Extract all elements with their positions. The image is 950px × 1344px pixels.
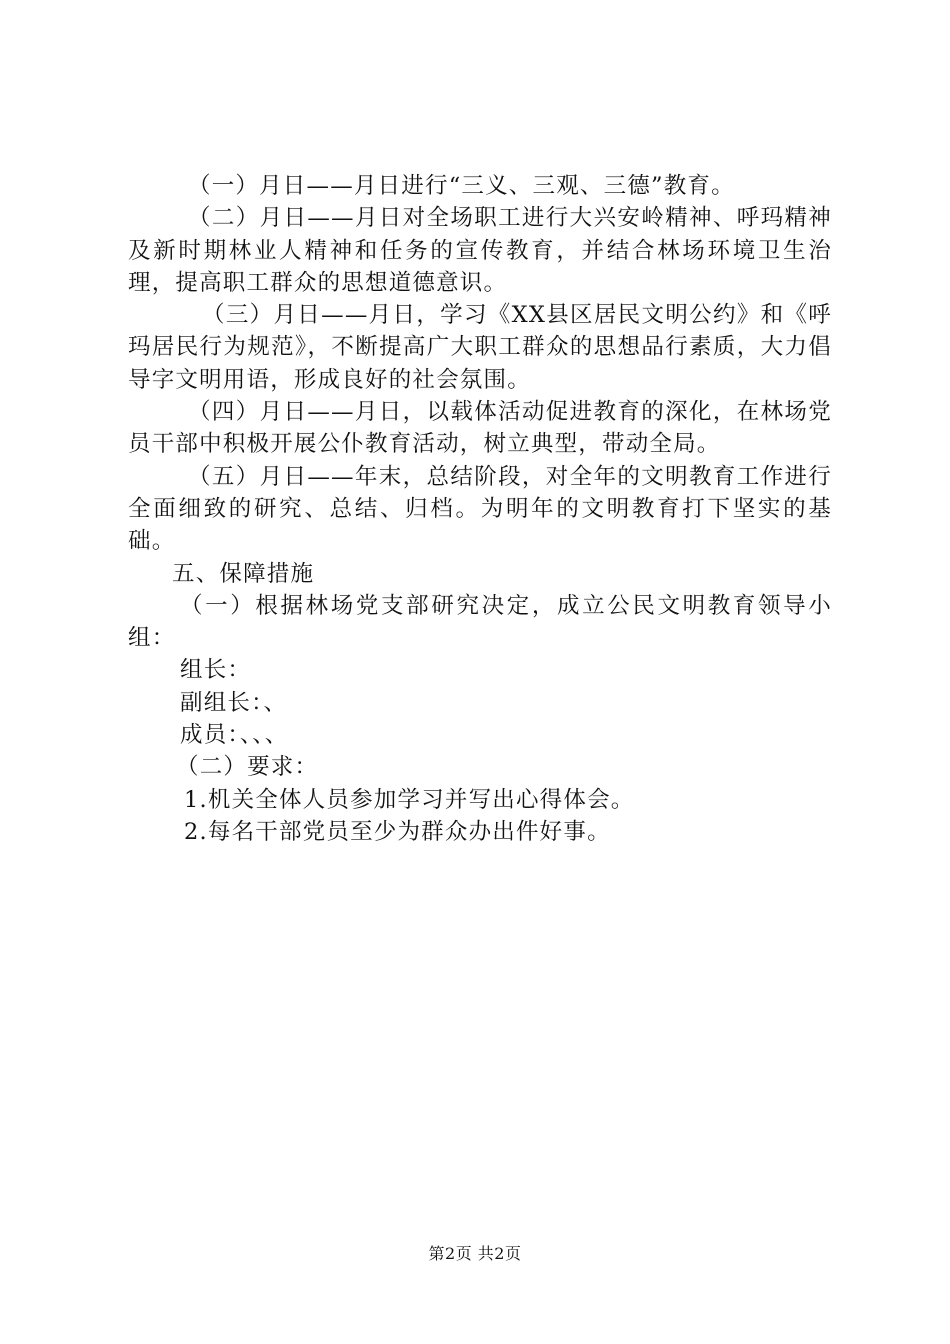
- list-item-requirement-1: 1.机关全体人员参加学习并写出心得体会。: [184, 786, 635, 813]
- document-body: [128, 170, 832, 848]
- paragraph-members: 成员：、、、: [180, 722, 289, 749]
- paragraph-requirements-heading: （二）要求：: [176, 754, 319, 781]
- paragraph-phase-4: （四）月日——月日，以载体活动促进教育的深化，在林场党员干部中积极开展公仆教育活动，树立典型，带动全局。: [128, 399, 832, 458]
- paragraph-deputy-leader: 副组长：、: [180, 689, 288, 716]
- paragraph-phase-2: （二）月日——月日对全场职工进行大兴安岭精神、呼玛精神及新时期林业人精神和任务的宣传教育，并结合林场环境卫生治理，提高职工群众的思想道德意识。: [128, 205, 832, 296]
- paragraph-phase-3: （三）月日——月日，学习《XX县区居民文明公约》和《呼玛居民行为规范》，不断提高广大职工群众的思想品行素质，大力倡导字文明用语，形成良好的社会氛围。: [128, 302, 832, 393]
- paragraph-group-leader: 组长：: [180, 657, 252, 684]
- page-footer: 第2页 共2页: [428, 1244, 522, 1263]
- section-heading-safeguards: 五、保障措施: [172, 560, 315, 587]
- paragraph-phase-5: （五）月日——年末，总结阶段，对全年的文明教育工作进行全面细致的研究、总结、归档。为明年的文明教育打下坚实的基础。: [128, 463, 832, 555]
- paragraph-leading-group: （一）根据林场党支部研究决定，成立公民文明教育领导小组：: [128, 592, 832, 652]
- list-item-requirement-2: 2.每名干部党员至少为群众办出件好事。: [184, 818, 611, 845]
- paragraph-phase-1: （一）月日——月日进行“三义、三观、三德”教育。: [188, 173, 735, 199]
